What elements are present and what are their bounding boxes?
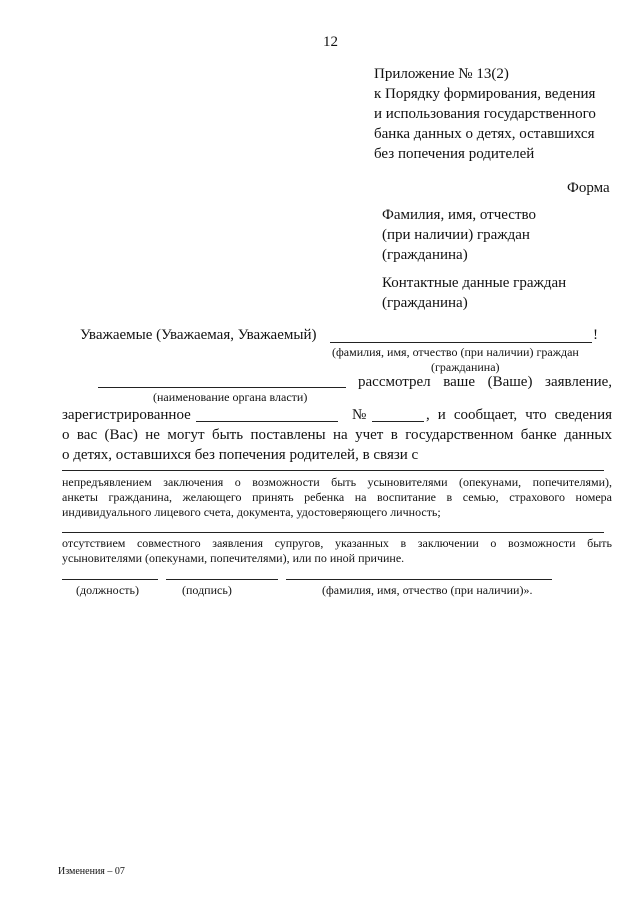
salutation-caption: (фамилия, имя, отчество (при наличии) граждан xyxy=(332,345,579,359)
reason-line: анкеты гражданина, желающего принять ребенка на воспитание в семью, страхового номера xyxy=(62,490,612,504)
salutation-exclamation: ! xyxy=(593,327,598,343)
full-name-field[interactable] xyxy=(286,579,552,580)
body-line: о вас (Вас) не могут быть поставлены на учет в государственном банке данных xyxy=(62,427,612,443)
position-field[interactable] xyxy=(62,579,158,580)
reason-line: отсутствием совместного заявления супругов, указанных в заключении о возможности быть xyxy=(62,536,612,550)
recipient-contact-line: Контактные данные граждан xyxy=(382,275,567,291)
authority-field[interactable] xyxy=(98,387,346,388)
recipient-contact-line: (гражданина) xyxy=(382,295,468,311)
appendix-line: банка данных о детях, оставшихся xyxy=(374,126,595,142)
registration-number-field[interactable] xyxy=(372,421,424,422)
appendix-line: к Порядку формирования, ведения xyxy=(374,86,596,102)
salutation-text: Уважаемые (Уважаемая, Уважаемый) xyxy=(80,327,317,343)
considered-text: рассмотрел ваше (Ваше) заявление, xyxy=(358,374,612,390)
appendix-line: без попечения родителей xyxy=(374,146,535,162)
number-sign: № xyxy=(352,407,367,423)
reason-blank-line[interactable] xyxy=(62,470,604,471)
full-name-caption: (фамилия, имя, отчество (при наличии)». xyxy=(322,583,533,597)
appendix-line: Приложение № 13(2) xyxy=(374,66,509,82)
recipient-name-line: Фамилия, имя, отчество xyxy=(382,207,536,223)
reason-line: непредъявлением заключения о возможности быть усыновителями (опекунами, попечителями), xyxy=(62,475,612,489)
page-number: 12 xyxy=(323,34,338,50)
registered-text: зарегистрированное xyxy=(62,407,191,423)
footer-changes: Изменения – 07 xyxy=(58,866,125,877)
salutation-caption: (гражданина) xyxy=(431,360,500,374)
signature-field[interactable] xyxy=(166,579,278,580)
body-line: о детях, оставшихся без попечения родителей, в связи с xyxy=(62,447,419,463)
authority-caption: (наименование органа власти) xyxy=(153,390,308,404)
appendix-line: и использования государственного xyxy=(374,106,596,122)
recipient-name-line: (гражданина) xyxy=(382,247,468,263)
reason-line: индивидуального лицевого счета, документа, удостоверяющего личность; xyxy=(62,505,441,519)
reason-blank-line[interactable] xyxy=(62,532,604,533)
informs-text: , и сообщает, что сведения xyxy=(426,407,612,423)
signature-caption: (подпись) xyxy=(182,583,232,597)
salutation-name-field[interactable] xyxy=(330,342,592,343)
recipient-name-line: (при наличии) граждан xyxy=(382,227,530,243)
form-label: Форма xyxy=(567,180,610,196)
registration-date-field[interactable] xyxy=(196,421,338,422)
position-caption: (должность) xyxy=(76,583,139,597)
reason-line: усыновителями (опекунами, попечителями), или по иной причине. xyxy=(62,551,405,565)
